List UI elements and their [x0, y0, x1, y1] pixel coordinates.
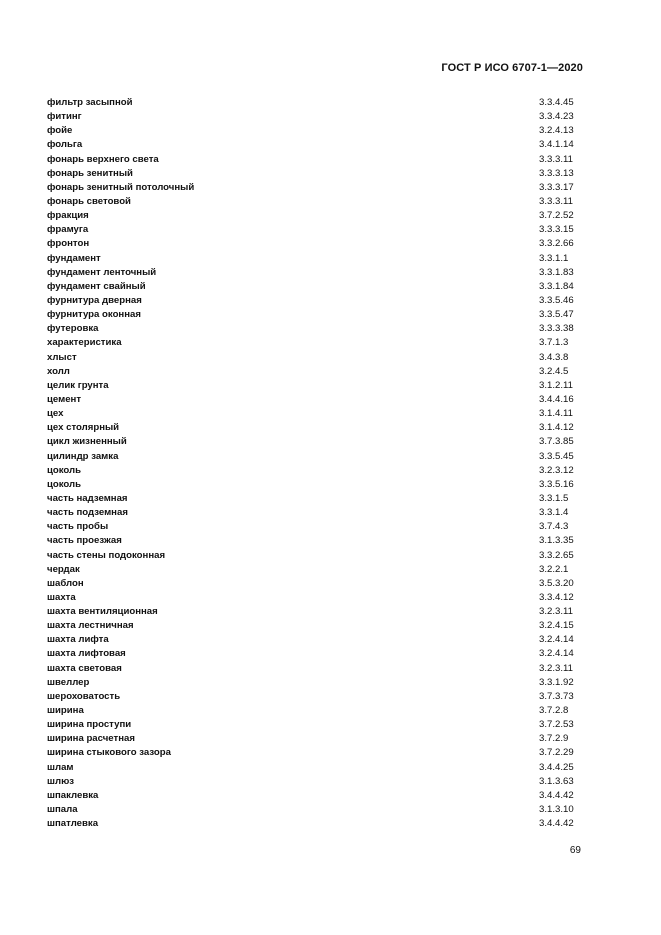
index-entry [47, 478, 579, 492]
index-entry [47, 817, 579, 831]
index-reference: 3.3.1.84 [539, 280, 574, 292]
index-term: часть проезжая [47, 535, 122, 547]
index-term: цоколь [47, 478, 82, 490]
index-entry [47, 308, 579, 322]
index-entry [47, 619, 579, 633]
index-term: цилиндр замка [47, 450, 119, 462]
index-reference: 3.1.3.10 [539, 804, 574, 816]
index-term: цех [47, 408, 64, 420]
index-term: фольга [47, 139, 83, 151]
index-term: фитинг [47, 111, 82, 123]
index-reference: 3.2.4.15 [539, 620, 574, 632]
index-entry [47, 775, 579, 789]
index-term: часть стены подоконная [47, 549, 166, 561]
index-term: фильтр засыпной [47, 97, 133, 108]
index-term: фронтон [47, 238, 90, 250]
index-term: фонарь зенитный [47, 167, 133, 179]
index-reference: 3.3.2.66 [539, 238, 574, 250]
index-entry [47, 336, 579, 350]
index-reference: 3.4.4.42 [539, 789, 574, 801]
index-entry [47, 761, 579, 775]
index-entry [47, 280, 579, 294]
index-entry [47, 676, 579, 690]
index-term: ширина проступи [47, 719, 132, 731]
index-reference: 3.4.4.16 [539, 393, 574, 405]
index-reference: 3.7.1.3 [539, 337, 569, 349]
index-term: шпаклевка [47, 789, 99, 801]
index-reference: 3.2.2.1 [539, 563, 569, 575]
index-entry [47, 803, 579, 817]
index-reference: 3.3.1.1 [539, 252, 569, 264]
index-entry [47, 252, 579, 266]
index-entry [47, 464, 579, 478]
index-reference: 3.2.3.11 [539, 606, 573, 618]
index-reference: 3.3.3.13 [539, 167, 574, 179]
index-term: швеллер [47, 676, 90, 688]
index-entry [47, 605, 579, 619]
index-reference: 3.7.2.29 [539, 747, 574, 759]
index-term: ширина стыкового зазора [47, 747, 171, 759]
index-entry [47, 351, 579, 365]
index-reference: 3.1.4.12 [539, 422, 574, 434]
index-reference: 3.2.3.12 [539, 464, 574, 476]
index-entry [47, 549, 579, 563]
index-term: фойе [47, 125, 73, 137]
index-reference: 3.2.4.14 [539, 634, 574, 646]
index-reference: 3.3.5.16 [539, 478, 574, 490]
index-reference: 3.3.1.92 [539, 676, 574, 688]
index-term: фурнитура оконная [47, 309, 141, 321]
index-term: фонарь верхнего света [47, 153, 159, 165]
index-term: целик грунта [47, 379, 109, 391]
index-reference: 3.3.5.45 [539, 450, 574, 462]
index-term: фундамент свайный [47, 280, 146, 292]
index-term: ширина расчетная [47, 733, 135, 745]
index-entry [47, 492, 579, 506]
index-reference: 3.3.4.45 [539, 97, 574, 108]
index-term: шахта лифта [47, 634, 109, 646]
index-reference: 3.3.3.38 [539, 323, 574, 335]
index-reference: 3.1.2.11 [539, 379, 573, 391]
index-reference: 3.7.4.3 [539, 521, 569, 533]
index-entry [47, 181, 579, 195]
index-entry [47, 153, 579, 167]
page-number: 69 [569, 845, 581, 856]
index-term: чердак [47, 563, 80, 575]
index-entry [47, 647, 579, 661]
index-reference: 3.3.3.15 [539, 224, 574, 236]
index-reference: 3.3.5.46 [539, 294, 574, 306]
index-reference: 3.3.3.17 [539, 181, 574, 193]
index-term: фрамуга [47, 224, 89, 236]
index-entry [47, 379, 579, 393]
index-reference: 3.1.3.63 [539, 775, 574, 787]
index-entry [47, 435, 579, 449]
index-term: часть надземная [47, 492, 128, 504]
index-term: шахта лифтовая [47, 648, 126, 660]
index-reference: 3.3.2.65 [539, 549, 574, 561]
index-reference: 3.4.1.14 [539, 139, 574, 151]
index-entry [47, 421, 579, 435]
index-reference: 3.1.3.35 [539, 535, 574, 547]
index-entry [47, 110, 579, 124]
index-term: цемент [47, 393, 82, 405]
index-entry [47, 534, 579, 548]
index-term: цикл жизненный [47, 436, 127, 448]
index-term: шпала [47, 804, 78, 816]
index-reference: 3.3.3.11 [539, 195, 573, 207]
term-index-list [47, 96, 579, 831]
index-entry [47, 591, 579, 605]
index-reference: 3.2.4.14 [539, 648, 574, 660]
index-entry [47, 506, 579, 520]
index-reference: 3.5.3.20 [539, 577, 574, 589]
index-term: ширина [47, 705, 84, 717]
index-entry [47, 124, 579, 138]
index-term: шахта лестничная [47, 620, 134, 632]
index-entry [47, 195, 579, 209]
index-reference: 3.3.5.47 [539, 309, 574, 321]
index-entry [47, 718, 579, 732]
index-reference: 3.1.4.11 [539, 408, 573, 420]
index-term: шпатлевка [47, 818, 99, 830]
index-term: шероховатость [47, 690, 121, 702]
index-entry [47, 690, 579, 704]
index-reference: 3.3.1.4 [539, 507, 569, 519]
index-reference: 3.2.3.11 [539, 662, 573, 674]
index-term: фурнитура дверная [47, 294, 142, 306]
index-term: холл [47, 365, 70, 377]
index-entry [47, 704, 579, 718]
index-reference: 3.7.3.85 [539, 436, 574, 448]
document-header: ГОСТ Р ИСО 6707-1—2020 [441, 62, 583, 74]
index-entry [47, 96, 579, 110]
index-term: фонарь зенитный потолочный [47, 181, 195, 193]
index-entry [47, 732, 579, 746]
index-reference: 3.3.4.12 [539, 591, 574, 603]
index-entry [47, 237, 579, 251]
index-term: фракция [47, 210, 89, 222]
index-entry [47, 223, 579, 237]
index-entry [47, 365, 579, 379]
index-entry [47, 209, 579, 223]
index-term: шахта [47, 591, 76, 603]
index-reference: 3.3.1.5 [539, 492, 569, 504]
index-reference: 3.2.4.13 [539, 125, 574, 137]
index-term: шлюз [47, 775, 75, 787]
index-reference: 3.7.2.53 [539, 719, 574, 731]
index-entry [47, 393, 579, 407]
index-term: футеровка [47, 323, 99, 335]
index-reference: 3.3.4.23 [539, 111, 574, 123]
index-reference: 3.7.2.9 [539, 733, 569, 745]
index-term: часть пробы [47, 521, 109, 533]
index-entry [47, 266, 579, 280]
index-term: характеристика [47, 337, 122, 349]
index-entry [47, 789, 579, 803]
index-reference: 3.4.4.42 [539, 818, 574, 830]
index-term: шахта вентиляционная [47, 606, 158, 618]
index-term: фундамент ленточный [47, 266, 157, 278]
index-term: цех столярный [47, 422, 120, 434]
index-term: шлам [47, 761, 74, 773]
index-entry [47, 746, 579, 760]
index-entry [47, 138, 579, 152]
index-entry [47, 167, 579, 181]
index-term: часть подземная [47, 507, 128, 519]
index-reference: 3.7.3.73 [539, 690, 574, 702]
index-reference: 3.7.2.52 [539, 210, 574, 222]
index-reference: 3.2.4.5 [539, 365, 569, 377]
index-term: шаблон [47, 577, 84, 589]
index-term: хлыст [47, 351, 77, 363]
index-term: шахта световая [47, 662, 122, 674]
index-reference: 3.4.4.25 [539, 761, 574, 773]
index-entry [47, 520, 579, 534]
index-entry [47, 662, 579, 676]
index-entry [47, 294, 579, 308]
index-entry [47, 633, 579, 647]
index-term: фундамент [47, 252, 101, 264]
index-entry [47, 577, 579, 591]
index-reference: 3.3.1.83 [539, 266, 574, 278]
index-entry [47, 407, 579, 421]
index-term: цоколь [47, 464, 82, 476]
index-entry [47, 563, 579, 577]
index-entry [47, 322, 579, 336]
index-reference: 3.7.2.8 [539, 705, 569, 717]
index-term: фонарь световой [47, 195, 131, 207]
index-reference: 3.3.3.11 [539, 153, 573, 165]
index-reference: 3.4.3.8 [539, 351, 569, 363]
index-entry [47, 450, 579, 464]
